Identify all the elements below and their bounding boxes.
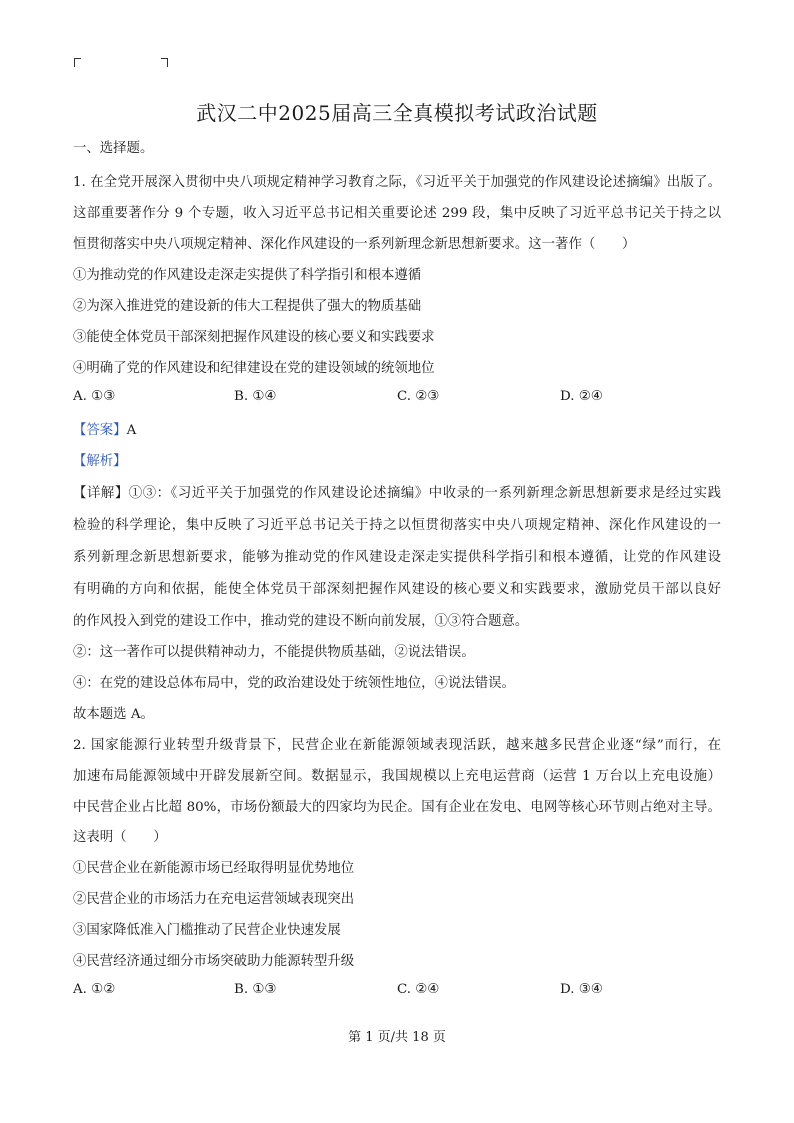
q2-statement: ③国家降低准入门槛推动了民营企业快速发展 <box>73 923 341 938</box>
q1-stem-line: 1. 在全党开展深入贯彻中央八项规定精神学习教育之际，《习近平关于加强党的作风建设论述摘编》出版了。 <box>73 175 721 190</box>
page-title: 武汉二中2025届高三全真模拟考试政治试题 <box>196 101 598 125</box>
q1-detail-line <box>73 482 721 501</box>
q1-option-a: A. ①③ <box>73 389 116 404</box>
q2-option-a: A. ①② <box>73 982 116 997</box>
q1-detail-line: 的作风投入到党的建设工作中，推动党的建设不断向前发展，①③符合题意。 <box>73 614 529 629</box>
page-footer: 第 1 页/共 18 页 <box>348 1030 446 1045</box>
q1-stem-line: 恒贯彻落实中央八项规定精神、深化作风建设的一系列新理念新思想新要求。这一著作（ ） <box>73 237 636 252</box>
analysis-label: 【解析】 <box>73 454 127 469</box>
q1-statement: ③能使全体党员干部深刻把握作风建设的核心要义和实践要求 <box>73 330 435 345</box>
q2-option-c: C. ②④ <box>397 982 440 997</box>
q2-statement: ①民营企业在新能源市场已经取得明显优势地位 <box>73 861 355 876</box>
q1-detail-line: ②：这一著作可以提供精神动力，不能提供物质基础，②说法错误。 <box>73 645 475 660</box>
q1-option-c: C. ②③ <box>397 389 440 404</box>
q1-stem-line: 这部重要著作分 9 个专题，收入习近平总书记相关重要论述 299 段，集中反映了习近平总书记关于持之以 <box>73 206 721 221</box>
q1-detail-line: ④：在党的建设总体布局中，党的政治建设处于统领性地位，④说法错误。 <box>73 676 515 691</box>
answer-value: A <box>126 423 137 438</box>
q1-answer <box>73 419 136 438</box>
q1-detail-line: 系列新理念新思想新要求，能够为推动党的作风建设走深走实提供科学指引和根本遵循，让党的作风建设 <box>73 550 721 565</box>
q2-stem-line: 2. 国家能源行业转型升级背景下，民营企业在新能源领域表现活跃，越来越多民营企业逐“绿”而行，在 <box>73 738 721 753</box>
q1-detail-line: 有明确的方向和依据，能使全体党员干部深刻把握作风建设的核心要义和实践要求，激励党员干部以良好 <box>73 582 721 597</box>
q1-statement: ④明确了党的作风建设和纪律建设在党的建设领域的统领地位 <box>73 361 435 376</box>
q2-statement: ④民营经济通过细分市场突破助力能源转型升级 <box>73 954 355 969</box>
q2-stem-line: 加速布局能源领域中开辟发展新空间。数据显示，我国规模以上充电运营商（运营 1 万台以上充电设施） <box>73 769 721 784</box>
q2-statement: ②民营企业的市场活力在充电运营领域表现突出 <box>73 892 355 907</box>
q2-option-b: B. ①③ <box>234 982 277 997</box>
q1-statement: ②为深入推进党的建设新的伟大工程提供了强大的物质基础 <box>73 299 422 314</box>
q1-conclusion: 故本题选 A。 <box>73 707 154 722</box>
q1-statement: ①为推动党的作风建设走深走实提供了科学指引和根本遵循 <box>73 268 422 283</box>
detail-label: 【详解】 <box>73 486 129 501</box>
q2-option-d: D. ③④ <box>560 982 603 997</box>
detail-text: ①③：《习近平关于加强党的作风建设论述摘编》中收录的一系列新理念新思想新要求是经过实践 <box>128 486 722 501</box>
q1-option-b: B. ①④ <box>234 389 277 404</box>
q1-detail-line: 检验的科学理论，集中反映了习近平总书记关于持之以恒贯彻落实中央八项规定精神、深化作风建设的一 <box>73 518 721 533</box>
corner-crop-mark-right <box>161 58 168 67</box>
corner-crop-mark-left <box>74 58 81 67</box>
q2-stem-line: 这表明（ ） <box>73 830 167 845</box>
q2-stem-line: 中民营企业占比超 80%，市场份额最大的四家均为民企。国有企业在发电、电网等核心环节则占绝对主导。 <box>73 800 721 815</box>
answer-label: 【答案】 <box>73 423 127 438</box>
section-heading: 一、选择题。 <box>73 141 154 156</box>
q1-option-d: D. ②④ <box>560 389 603 404</box>
